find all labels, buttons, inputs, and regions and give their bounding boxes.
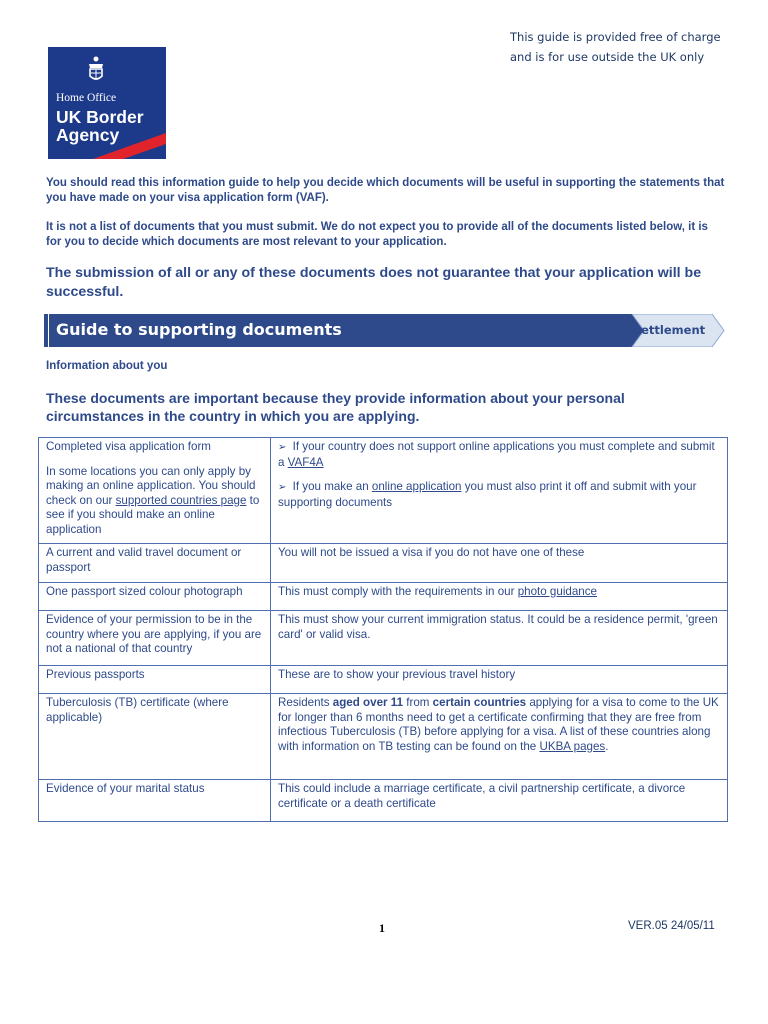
intro-paragraph: You should read this information guide to help you decide which documents will be useful in supporting the statements that you have made on your visa application form (VAF).	[46, 177, 725, 204]
online-application-link[interactable]: online application	[371, 480, 462, 493]
table-row	[39, 780, 728, 822]
logo-agency-name	[56, 108, 144, 144]
explanation-cell	[271, 694, 728, 780]
supporting-documents-table	[38, 437, 728, 822]
note-text: .	[605, 739, 609, 753]
table-row	[39, 583, 728, 611]
note-bold: aged over 11	[332, 696, 404, 709]
note-text: from	[403, 696, 433, 709]
version-label: VER.05 24/05/11	[628, 920, 715, 932]
supported-countries-link[interactable]: supported countries page	[115, 493, 247, 507]
free-of-charge-note	[510, 27, 721, 67]
bullet-text: If you make an	[289, 480, 372, 493]
table-row	[39, 666, 728, 694]
explanation-cell: This could include a marriage certificate, a civil partnership certificate, a divorce certificate or a death certificate	[271, 780, 728, 822]
logo-uk-border: UK Border	[56, 107, 144, 127]
document-cell: Previous passports	[39, 666, 271, 694]
arrow-bullet-icon: ➢	[278, 442, 287, 453]
table-row	[39, 544, 728, 583]
royal-crest-icon	[84, 55, 108, 83]
document-note	[46, 465, 264, 538]
no-guarantee-warning: The submission of all or any of these documents does not guarantee that your application will be successful.	[46, 265, 702, 300]
note-text: This must comply with the requirements in our	[278, 585, 518, 598]
table-row	[39, 611, 728, 666]
ukba-pages-link[interactable]: UKBA pages	[539, 739, 606, 753]
section-heading: These documents are important because they provide information about your personal circumstances in the country in which you are applying.	[46, 390, 625, 424]
logo-agency: Agency	[56, 125, 120, 145]
note-text: In some locations you can only apply by making an online application. You should check on our	[46, 464, 256, 507]
document-cell: Evidence of your marital status	[39, 780, 271, 822]
page-number: 1	[379, 921, 385, 935]
document-cell: One passport sized colour photograph	[39, 583, 271, 611]
note-bold: certain countries	[432, 696, 527, 709]
bullet-text: If your country does not support online applications you must complete and submit a	[278, 440, 715, 469]
banner-category-tag: Settlement	[632, 323, 706, 337]
bullet-item	[278, 440, 721, 470]
bullet-item	[278, 480, 721, 510]
table-row	[39, 438, 728, 544]
document-name: Completed visa application form	[46, 440, 211, 453]
note-text: applying for a visa to come to the UK for longer than 6 months need to get a certificate confirming that they are free from infectious Tuberculosis (TB) before applying for a visa. A list of these countries along with information on TB testing can be found on the	[278, 696, 719, 753]
banner-title: Guide to supporting documents	[56, 320, 342, 339]
logo-home-office: Home Office	[56, 92, 117, 104]
explanation-cell: You will not be issued a visa if you do not have one of these	[271, 544, 728, 583]
note-text: Residents	[278, 696, 333, 709]
free-note-line-1: This guide is provided free of charge	[510, 30, 721, 44]
section-label: Information about you	[46, 360, 168, 372]
document-cell	[39, 438, 271, 544]
bullet-text: you must also print it off and submit with your supporting documents	[278, 480, 697, 509]
note-text: to see if you should make an online application	[46, 493, 260, 536]
photo-guidance-link[interactable]: photo guidance	[517, 585, 597, 598]
uk-border-agency-logo	[48, 47, 166, 159]
table-row	[39, 694, 728, 780]
explanation-cell	[271, 583, 728, 611]
free-note-line-2: and is for use outside the UK only	[510, 50, 705, 64]
guide-banner	[44, 314, 726, 347]
not-a-list-paragraph: It is not a list of documents that you must submit. We do not expect you to provide all of the documents listed below, it is for you to decide which documents are most relevant to your application.	[46, 221, 708, 248]
arrow-bullet-icon: ➢	[278, 482, 287, 493]
explanation-cell: These are to show your previous travel history	[271, 666, 728, 694]
explanation-cell: This must show your current immigration status. It could be a residence permit, 'green card' or valid visa.	[271, 611, 728, 666]
explanation-cell	[271, 438, 728, 544]
vaf4a-link[interactable]: VAF4A	[287, 455, 324, 469]
document-cell: Tuberculosis (TB) certificate (where applicable)	[39, 694, 271, 780]
document-cell: A current and valid travel document or passport	[39, 544, 271, 583]
document-cell: Evidence of your permission to be in the country where you are applying, if you are not a national of that country	[39, 611, 271, 666]
